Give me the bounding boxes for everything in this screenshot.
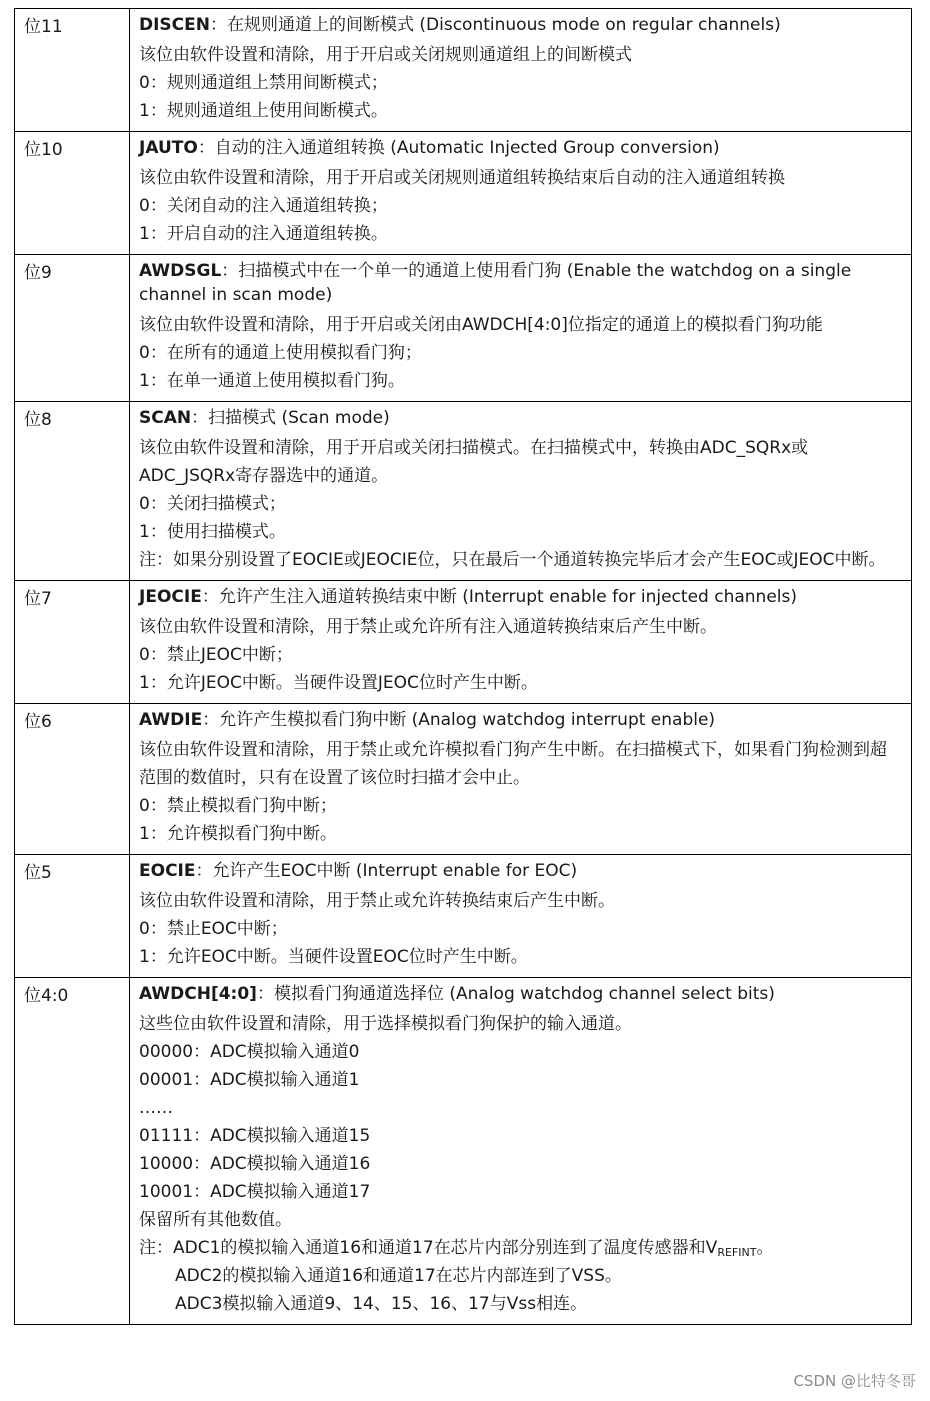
field-title: ：允许产生模拟看门狗中断 (Analog watchdog interrupt enable) <box>202 710 716 730</box>
bit-number: 位7 <box>15 581 130 704</box>
field-title: ：允许产生注入通道转换结束中断 (Interrupt enable for injected channels) <box>201 587 797 607</box>
description-line: 1：允许JEOC中断。当硬件设置JEOC位时产生中断。 <box>139 673 538 693</box>
note-text-end: 。 <box>756 1238 774 1258</box>
description-line: 0：规则通道组上禁用间断模式； <box>139 73 388 93</box>
field-heading <box>139 406 903 430</box>
description-line: 10001：ADC模拟输入通道17 <box>139 1182 371 1202</box>
table-row <box>15 855 912 978</box>
table-row <box>15 132 912 255</box>
description-line: 该位由软件设置和清除，用于开启或关闭由AWDCH[4:0]位指定的通道上的模拟看门狗功能 <box>139 315 823 335</box>
field-title: ：扫描模式 (Scan mode) <box>191 408 390 428</box>
field-title: ：模拟看门狗通道选择位 (Analog watchdog channel select bits) <box>256 984 775 1004</box>
bit-number: 位6 <box>15 704 130 855</box>
field-heading <box>139 585 903 609</box>
description-line: 0：在所有的通道上使用模拟看门狗； <box>139 343 422 363</box>
description-line: 0：关闭自动的注入通道组转换； <box>139 196 388 216</box>
field-title: ：自动的注入通道组转换 (Automatic Injected Group conversion) <box>197 138 720 158</box>
description-line: 00000：ADC模拟输入通道0 <box>139 1042 360 1062</box>
field-title: ：扫描模式中在一个单一的通道上使用看门狗 (Enable the watchdog on a single channel in scan mode) <box>139 261 852 305</box>
field-heading <box>139 982 903 1006</box>
field-heading <box>139 708 903 732</box>
field-heading <box>139 136 903 160</box>
field-name: DISCEN <box>139 15 210 35</box>
bit-description <box>130 704 912 855</box>
field-name: JEOCIE <box>139 587 202 607</box>
description-line: 该位由软件设置和清除，用于开启或关闭规则通道组上的间断模式 <box>139 45 632 65</box>
bit-description <box>130 132 912 255</box>
bit-description <box>130 978 912 1325</box>
description-line: 0：关闭扫描模式； <box>139 494 286 514</box>
bit-number: 位9 <box>15 255 130 402</box>
bit-description <box>130 855 912 978</box>
field-heading <box>139 859 903 883</box>
watermark: CSDN @比特冬哥 <box>793 1372 916 1390</box>
bit-number: 位4:0 <box>15 978 130 1325</box>
table-row <box>15 9 912 132</box>
register-bit-table <box>14 8 912 1325</box>
bit-description <box>130 9 912 132</box>
table-row <box>15 978 912 1325</box>
description-line: 0：禁止模拟看门狗中断； <box>139 796 337 816</box>
field-title: ：允许产生EOC中断 (Interrupt enable for EOC) <box>195 861 578 881</box>
field-name: JAUTO <box>139 138 198 158</box>
description-line: …… <box>139 1098 173 1118</box>
description-line: 1：使用扫描模式。 <box>139 522 286 542</box>
bit-description <box>130 581 912 704</box>
description-line: 保留所有其他数值。 <box>139 1210 292 1230</box>
description-line: 1：开启自动的注入通道组转换。 <box>139 224 388 244</box>
description-line: 该位由软件设置和清除，用于开启或关闭规则通道组转换结束后自动的注入通道组转换 <box>139 168 785 188</box>
description-line: 0：禁止EOC中断； <box>139 919 288 939</box>
note-subscript: REFINT <box>717 1246 757 1259</box>
bit-number: 位11 <box>15 9 130 132</box>
table-row <box>15 255 912 402</box>
note-line: 注：如果分别设置了EOCIE或JEOCIE位，只在最后一个通道转换完毕后才会产生EOC或JEOC中断。 <box>139 550 886 570</box>
field-name: AWDCH[4:0] <box>139 984 257 1004</box>
bit-number: 位5 <box>15 855 130 978</box>
description-line: 这些位由软件设置和清除，用于选择模拟看门狗保护的输入通道。 <box>139 1014 632 1034</box>
description-line: 1：允许EOC中断。当硬件设置EOC位时产生中断。 <box>139 947 528 967</box>
description-line: 1：规则通道组上使用间断模式。 <box>139 101 388 121</box>
field-title: ：在规则通道上的间断模式 (Discontinuous mode on regular channels) <box>210 15 781 35</box>
bit-description <box>130 255 912 402</box>
note-text: 注：ADC1的模拟输入通道16和通道17在芯片内部分别连到了温度传感器和V <box>139 1238 718 1258</box>
field-name: EOCIE <box>139 861 196 881</box>
description-line: 10000：ADC模拟输入通道16 <box>139 1154 371 1174</box>
note-line: ADC2的模拟输入通道16和通道17在芯片内部连到了VSS。 <box>175 1266 622 1286</box>
field-heading <box>139 13 903 37</box>
table-row <box>15 581 912 704</box>
description-line: 1：在单一通道上使用模拟看门狗。 <box>139 371 405 391</box>
description-line: 0：禁止JEOC中断； <box>139 645 293 665</box>
register-bit-table-body <box>15 9 912 1325</box>
bit-number: 位10 <box>15 132 130 255</box>
description-line: 该位由软件设置和清除，用于禁止或允许模拟看门狗产生中断。在扫描模式下，如果看门狗检测到超范围的数值时，只有在设置了该位时扫描才会中止。 <box>139 740 887 788</box>
bit-description <box>130 402 912 581</box>
table-row <box>15 704 912 855</box>
description-line: 1：允许模拟看门狗中断。 <box>139 824 337 844</box>
field-name: SCAN <box>139 408 192 428</box>
description-line: 该位由软件设置和清除，用于开启或关闭扫描模式。在扫描模式中，转换由ADC_SQRx或ADC_JSQRx寄存器选中的通道。 <box>139 438 809 486</box>
description-line: 00001：ADC模拟输入通道1 <box>139 1070 360 1090</box>
description-line: 该位由软件设置和清除，用于禁止或允许所有注入通道转换结束后产生中断。 <box>139 617 717 637</box>
note-line <box>139 1234 903 1262</box>
bit-number: 位8 <box>15 402 130 581</box>
note-line: ADC3模拟输入通道9、14、15、16、17与Vss相连。 <box>175 1294 588 1314</box>
field-name: AWDIE <box>139 710 203 730</box>
table-row <box>15 402 912 581</box>
description-line: 01111：ADC模拟输入通道15 <box>139 1126 371 1146</box>
field-heading <box>139 259 903 307</box>
field-name: AWDSGL <box>139 261 222 281</box>
description-line: 该位由软件设置和清除，用于禁止或允许转换结束后产生中断。 <box>139 891 615 911</box>
